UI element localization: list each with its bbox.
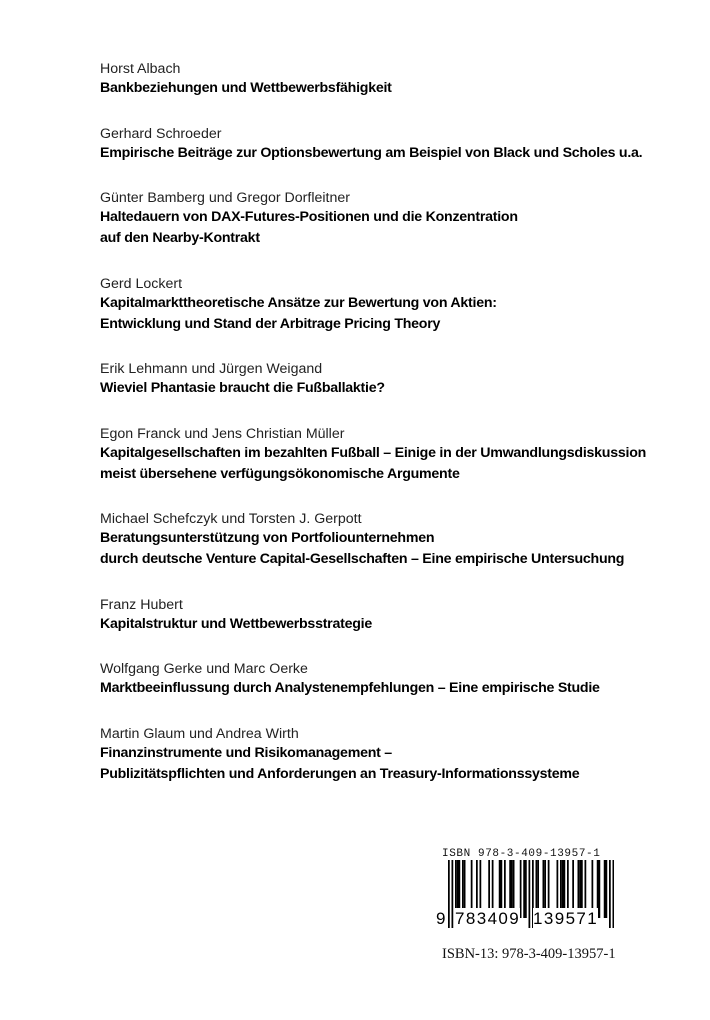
- book-title-line: Kapitalmarkttheoretische Ansätze zur Bewertung von Aktien:: [100, 294, 497, 311]
- book-title-line: meist übersehene verfügungsökonomische Argumente: [100, 465, 460, 482]
- book-author: Günter Bamberg und Gregor Dorfleitner: [100, 190, 350, 206]
- book-title-line: Entwicklung und Stand der Arbitrage Pricing Theory: [100, 315, 441, 332]
- book-author: Egon Franck und Jens Christian Müller: [100, 425, 345, 442]
- book-title-line: Haltedauern von DAX-Futures-Positionen und die Konzentration: [100, 209, 518, 225]
- isbn13-label: ISBN-13: 978-3-409-13957-1: [442, 946, 616, 962]
- book-title: [100, 293, 660, 335]
- book-title: [100, 207, 660, 249]
- book-title: [100, 743, 660, 785]
- book-entry: [100, 511, 660, 570]
- isbn-barcode: [438, 848, 614, 934]
- book-entry: [100, 190, 660, 249]
- book-title: [100, 528, 660, 570]
- barcode-digits: [438, 908, 614, 930]
- book-title-line: Beratungsunterstützung von Portfoliounternehmen: [100, 530, 435, 546]
- book-entry: [100, 61, 660, 99]
- book-title-line: Kapitalstruktur und Wettbewerbsstrategie: [100, 615, 372, 632]
- book-title-line: Finanzinstrumente und Risikomanagement –: [100, 744, 392, 761]
- barcode-digits-left: 783409: [455, 909, 521, 928]
- book-author: Horst Albach: [100, 61, 181, 77]
- barcode-digits-right: 139571: [533, 909, 599, 928]
- book-title-line: Publizitätspflichten und Anforderungen an Treasury-Informationssysteme: [100, 765, 580, 782]
- book-author: Michael Schefczyk und Torsten J. Gerpott: [100, 511, 362, 527]
- book-entry: [100, 661, 660, 699]
- book-title-line: Bankbeziehungen und Wettbewerbsfähigkeit: [100, 80, 392, 96]
- book-title-line: Empirische Beiträge zur Optionsbewertung am Beispiel von Black und Scholes u.a.: [100, 144, 643, 161]
- book-title: [100, 78, 660, 99]
- book-entry: [100, 276, 660, 335]
- book-author: Wolfgang Gerke und Marc Oerke: [100, 661, 308, 677]
- book-author: Gerd Lockert: [100, 275, 183, 292]
- book-author: Erik Lehmann und Jürgen Weigand: [100, 361, 323, 377]
- book-title-line: Marktbeeinflussung durch Analystenempfehlungen – Eine empirische Studie: [100, 680, 600, 696]
- book-entry: [100, 126, 660, 164]
- book-entry: [100, 426, 660, 485]
- book-entry: [100, 361, 660, 399]
- book-title: [100, 678, 660, 699]
- book-title: [100, 378, 660, 399]
- book-title-line: auf den Nearby-Kontrakt: [100, 230, 260, 246]
- barcode-isbn-label: ISBN 978-3-409-13957-1: [442, 848, 601, 860]
- book-title-line: Kapitalgesellschaften im bezahlten Fußball – Einige in der Umwandlungsdiskussion: [100, 444, 647, 461]
- barcode-digit-first: 9: [436, 909, 446, 928]
- book-title: [100, 143, 660, 164]
- book-title: [100, 614, 660, 635]
- book-entry: [100, 726, 660, 785]
- book-list: [100, 61, 660, 811]
- book-author: Martin Glaum und Andrea Wirth: [100, 725, 299, 742]
- book-title: [100, 443, 660, 485]
- book-title-line: durch deutsche Venture Capital-Gesellschaften – Eine empirische Untersuchung: [100, 551, 625, 567]
- book-title-line: Wieviel Phantasie braucht die Fußballaktie?: [100, 380, 385, 396]
- book-entry: [100, 597, 660, 635]
- book-author: Gerhard Schroeder: [100, 125, 222, 142]
- book-author: Franz Hubert: [100, 596, 183, 613]
